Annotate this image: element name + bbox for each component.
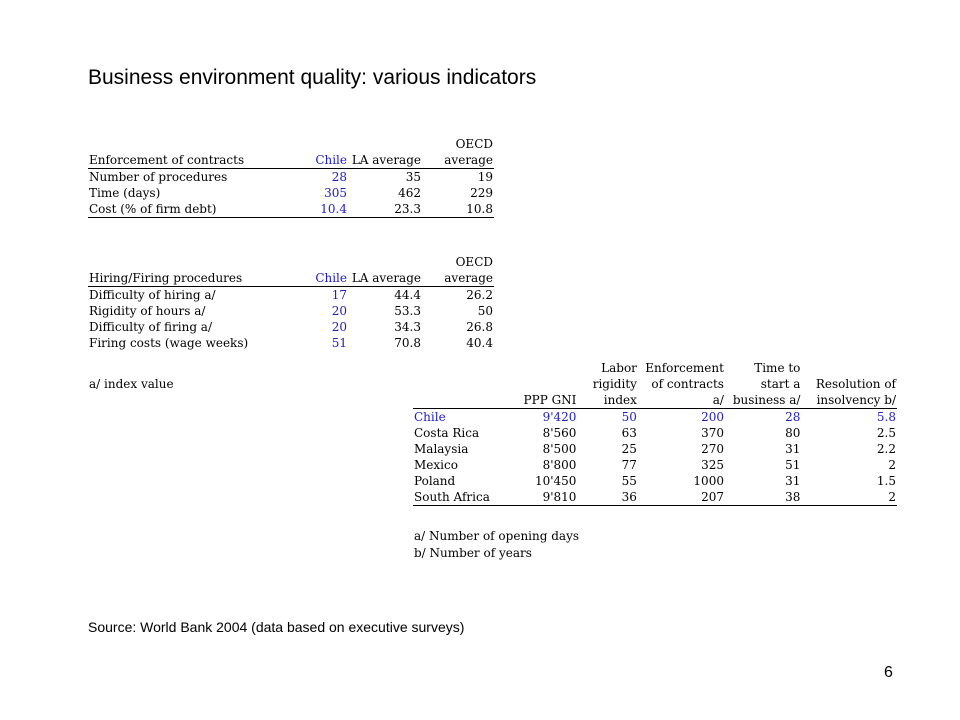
column-header: LA average (348, 136, 422, 169)
column-header: Chile (304, 136, 348, 169)
page-number: 6 (884, 664, 893, 681)
table-row (88, 185, 494, 201)
table-row (413, 409, 897, 426)
table-row (413, 473, 897, 489)
row-label: Difficulty of hiring a/ (89, 288, 216, 302)
table-row (88, 319, 494, 335)
cell-enforcement: 270 (701, 442, 724, 456)
cell-ppp-gni: 8'500 (542, 442, 577, 456)
opening-days-footnote: a/ Number of opening days (414, 529, 580, 543)
country-table (413, 360, 897, 506)
table-row (413, 441, 897, 457)
cell-ppp-gni: 10'450 (534, 474, 577, 488)
cell-enforcement: 325 (701, 458, 724, 472)
cell-enforcement: 207 (638, 489, 725, 506)
cell-oecd: 26.8 (466, 320, 493, 334)
table-row (413, 489, 897, 506)
column-header: Chile (304, 254, 348, 287)
row-label: Rigidity of hours a/ (89, 304, 206, 318)
country-name: Costa Rica (414, 426, 480, 440)
table-row (413, 457, 897, 473)
index-value-footnote: a/ index value (89, 377, 174, 391)
cell-enforcement: 1000 (693, 474, 724, 488)
cell-insolvency: 1.5 (876, 474, 896, 488)
cell-time-to-start: 51 (785, 458, 801, 472)
cell-la: 70.8 (394, 336, 421, 350)
cell-time-to-start: 80 (785, 426, 801, 440)
cell-chile: 20 (331, 320, 347, 334)
table-row (88, 169, 494, 186)
cell-insolvency: 2.5 (876, 426, 896, 440)
cell-la: 34.3 (394, 320, 421, 334)
source-note: Source: World Bank 2004 (data based on executive surveys) (88, 619, 465, 635)
cell-la: 462 (398, 186, 421, 200)
cell-chile: 51 (331, 336, 347, 350)
cell-labor-rigidity: 25 (621, 442, 637, 456)
country-name: Malaysia (414, 442, 469, 456)
country-name: Mexico (414, 458, 458, 472)
cell-chile: 20 (331, 304, 347, 318)
years-footnote: b/ Number of years (414, 546, 532, 560)
cell-oecd: 26.2 (466, 288, 493, 302)
table-row (413, 425, 897, 441)
column-header: LA average (348, 254, 422, 287)
cell-labor-rigidity: 55 (621, 474, 637, 488)
country-name: Poland (414, 474, 456, 488)
cell-time-to-start: 28 (785, 410, 801, 424)
column-header: Enforcement of contracts (88, 136, 304, 169)
cell-la: 53.3 (394, 304, 421, 318)
column-header: OECD average (422, 136, 494, 169)
cell-labor-rigidity: 36 (577, 489, 638, 506)
slide-title: Business environment quality: various indicators (88, 66, 537, 89)
cell-time-to-start: 31 (785, 442, 801, 456)
column-header: PPP GNI (496, 360, 578, 409)
cell-chile: 28 (331, 170, 347, 184)
row-label: Firing costs (wage weeks) (89, 336, 249, 350)
cell-la: 23.3 (348, 201, 422, 218)
country-name: South Africa (413, 489, 496, 506)
cell-oecd: 50 (477, 304, 493, 318)
table-row (88, 201, 494, 218)
cell-ppp-gni: 8'800 (542, 458, 577, 472)
table-row (88, 335, 494, 351)
cell-oecd: 229 (470, 186, 493, 200)
column-header: Time to start a business a/ (725, 360, 801, 409)
cell-insolvency: 5.8 (876, 410, 896, 424)
cell-chile: 305 (324, 186, 347, 200)
cell-enforcement: 370 (701, 426, 724, 440)
table-header-row (413, 360, 897, 409)
row-label: Difficulty of firing a/ (89, 320, 213, 334)
cell-time-to-start: 31 (785, 474, 801, 488)
cell-time-to-start: 38 (725, 489, 801, 506)
row-label: Number of procedures (89, 170, 228, 184)
cell-ppp-gni: 9'420 (542, 410, 577, 424)
cell-insolvency: 2.2 (876, 442, 896, 456)
cell-insolvency: 2 (801, 489, 897, 506)
row-label: Time (days) (89, 186, 161, 200)
cell-oecd: 40.4 (466, 336, 493, 350)
cell-la: 44.4 (394, 288, 421, 302)
cell-labor-rigidity: 63 (621, 426, 637, 440)
contracts-table (88, 136, 494, 218)
cell-chile: 10.4 (304, 201, 348, 218)
cell-insolvency: 2 (888, 458, 896, 472)
cell-chile: 17 (331, 288, 347, 302)
cell-ppp-gni: 8'560 (542, 426, 577, 440)
column-header: Hiring/Firing procedures (88, 254, 304, 287)
cell-oecd: 19 (477, 170, 493, 184)
cell-la: 35 (405, 170, 421, 184)
table-header-row (88, 136, 494, 169)
cell-enforcement: 200 (701, 410, 724, 424)
column-header: Labor rigidity index (577, 360, 638, 409)
country-name: Chile (414, 410, 446, 424)
column-header: Resolution of insolvency b/ (801, 360, 897, 409)
cell-ppp-gni: 9'810 (496, 489, 578, 506)
hiring-table (88, 254, 494, 351)
table-header-row (88, 254, 494, 287)
table-row (88, 303, 494, 319)
table-row (88, 287, 494, 304)
cell-oecd: 10.8 (422, 201, 494, 218)
column-header: OECD average (422, 254, 494, 287)
column-header (413, 360, 496, 409)
cell-labor-rigidity: 50 (621, 410, 637, 424)
cell-labor-rigidity: 77 (621, 458, 637, 472)
row-label: Cost (% of firm debt) (88, 201, 304, 218)
column-header: Enforcement of contracts a/ (638, 360, 725, 409)
